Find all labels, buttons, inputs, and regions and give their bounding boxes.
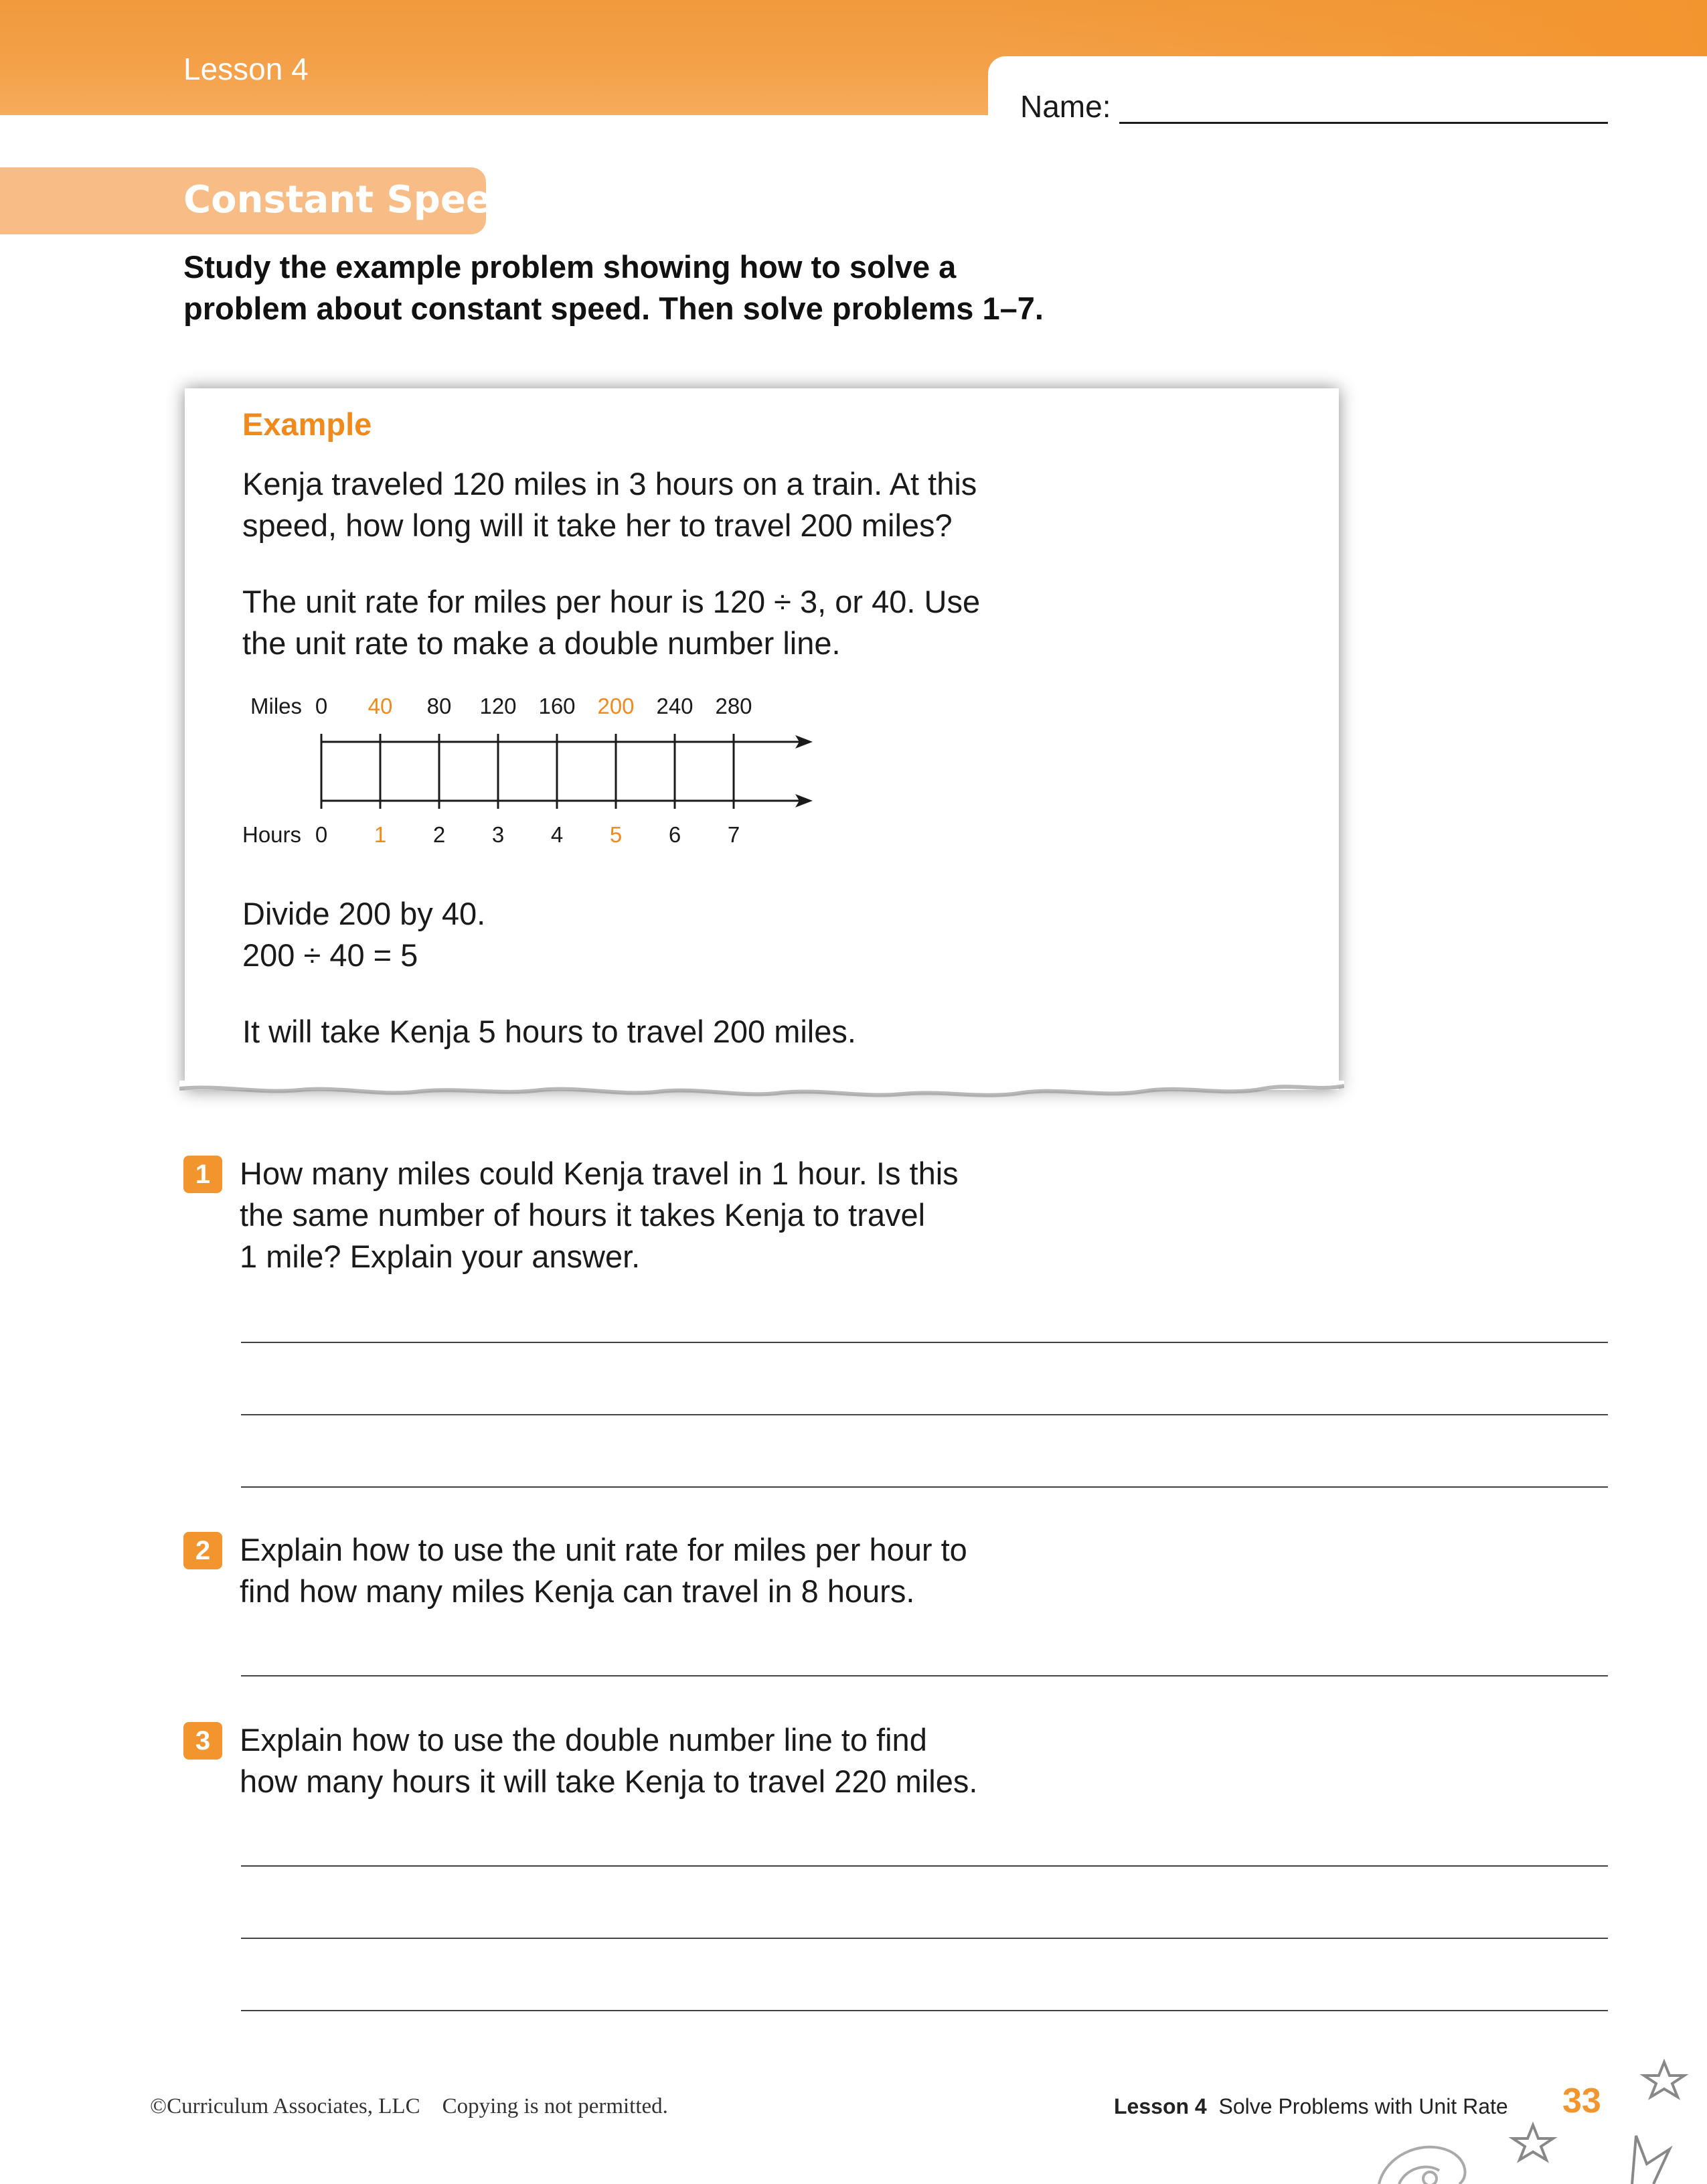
question-2-line-2: find how many miles Kenja can travel in 8 hours. [240, 1573, 915, 1609]
miles-tick-label: 200 [597, 694, 635, 718]
footer-lesson-number: Lesson 4 [1114, 2094, 1207, 2118]
hours-axis-label: Hours [242, 822, 302, 847]
name-label: Name: [1020, 89, 1111, 124]
hours-tick-label: 5 [609, 822, 623, 847]
question-2-line-1: Explain how to use the unit rate for miles per hour to [240, 1532, 967, 1567]
header-fade [984, 0, 1707, 60]
footer-copyright: ©Curriculum Associates, LLC Copying is not permitted. [150, 2094, 668, 2118]
question-3-line-1: Explain how to use the double number line to find [240, 1722, 927, 1758]
miles-tick-label: 160 [538, 694, 576, 718]
question-2-badge: 2 [183, 1532, 222, 1569]
question-3-badge: 3 [183, 1722, 222, 1760]
answer-line-q3-2[interactable] [241, 1938, 1608, 1939]
hours-tick-label: 6 [668, 822, 681, 847]
answer-line-q1-1[interactable] [241, 1342, 1608, 1343]
hours-tick-label: 7 [727, 822, 740, 847]
miles-tick-label: 280 [715, 694, 752, 718]
example-divide-line-1: Divide 200 by 40. [242, 896, 486, 931]
lesson-label: Lesson 4 [183, 52, 309, 86]
instructions-line-2: problem about constant speed. Then solve problems 1–7. [183, 291, 1044, 326]
miles-tick-label: 120 [479, 694, 517, 718]
torn-edge [179, 1071, 1344, 1118]
page-number: 33 [1562, 2082, 1601, 2120]
miles-tick-label: 40 [368, 694, 393, 718]
miles-tick-label: 80 [426, 694, 452, 718]
example-rate-line-1: The unit rate for miles per hour is 120 ÷ 3, or 40. Use [242, 584, 981, 619]
hours-tick-label: 2 [432, 822, 446, 847]
question-3-line-2: how many hours it will take Kenja to travel 220 miles. [240, 1764, 978, 1799]
answer-line-q1-2[interactable] [241, 1414, 1608, 1415]
question-1-badge: 1 [183, 1156, 222, 1193]
instructions [183, 246, 1121, 329]
miles-axis-label: Miles [250, 694, 303, 718]
instructions-line-1: Study the example problem showing how to solve a [183, 249, 957, 285]
answer-line-q3-3[interactable] [241, 2010, 1608, 2011]
footer-lesson-title: Solve Problems with Unit Rate [1218, 2094, 1508, 2118]
hours-tick-label: 4 [550, 822, 564, 847]
example-conclusion: It will take Kenja 5 hours to travel 200 miles. [242, 1014, 856, 1049]
example-divide-line-2: 200 ÷ 40 = 5 [242, 937, 418, 973]
answer-line-q2-1[interactable] [241, 1675, 1608, 1676]
question-1-line-3: 1 mile? Explain your answer. [240, 1239, 641, 1274]
question-3-text [240, 1719, 1070, 1802]
answer-line-q1-3[interactable] [241, 1486, 1608, 1488]
example-heading: Example [242, 406, 372, 442]
miles-tick-label: 240 [656, 694, 694, 718]
double-number-line [242, 683, 831, 864]
question-1-text [240, 1153, 1070, 1277]
question-1-line-1: How many miles could Kenja travel in 1 hour. Is this [240, 1156, 959, 1191]
hours-tick-label: 1 [374, 822, 387, 847]
example-rate-line-2: the unit rate to make a double number line. [242, 625, 841, 661]
hours-tick-label: 3 [491, 822, 505, 847]
answer-line-q3-1[interactable] [241, 1865, 1608, 1867]
star-doodle-icon [1366, 2055, 1707, 2184]
example-unit-rate [242, 581, 1072, 664]
page-title: Constant Speed [183, 178, 518, 222]
hours-tick-label: 0 [315, 822, 328, 847]
name-field[interactable] [1119, 122, 1608, 124]
miles-tick-label: 0 [315, 694, 328, 718]
question-2-text [240, 1529, 1070, 1612]
example-problem-line-2: speed, how long will it take her to travel 200 miles? [242, 508, 953, 543]
example-divide [242, 893, 1072, 976]
example-problem-line-1: Kenja traveled 120 miles in 3 hours on a train. At this [242, 466, 977, 501]
question-1-line-2: the same number of hours it takes Kenja to travel [240, 1197, 926, 1233]
example-problem [242, 463, 1072, 546]
